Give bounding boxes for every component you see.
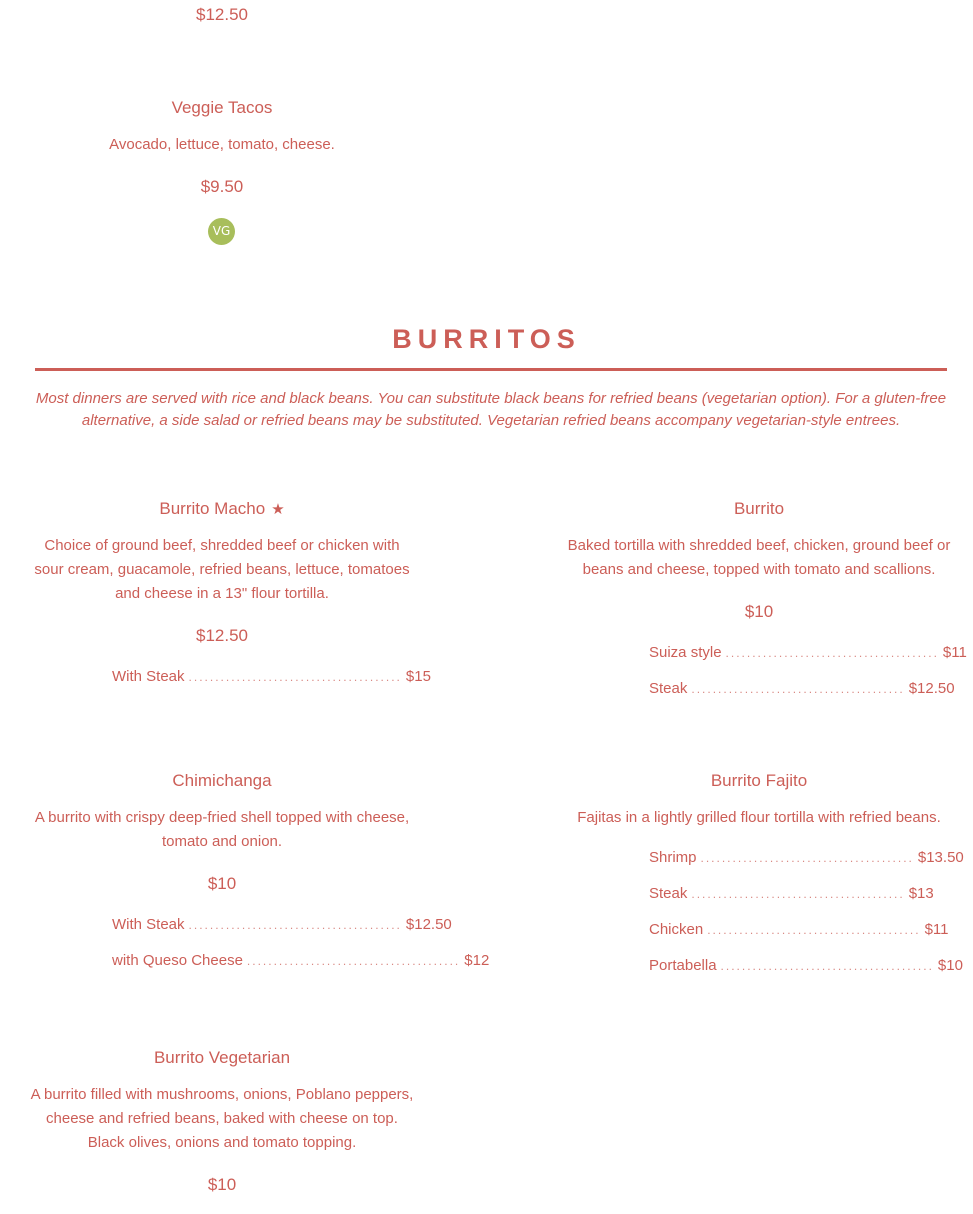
desc-line: Black olives, onions and tomato topping.: [87, 1134, 357, 1151]
veggie-tacos-price: $9.50: [200, 177, 244, 196]
option-row: [112, 952, 490, 969]
burrito-price: $10: [744, 602, 774, 621]
chimichanga-desc: [22, 806, 422, 854]
burrito-fajito-title: Burrito Fajito: [710, 771, 808, 790]
previous-item-price: $12.50: [196, 5, 248, 24]
option-price: $11: [942, 644, 967, 661]
desc-line: Baked tortilla with shredded beef, chicken, ground beef or: [567, 537, 951, 554]
star-icon: ★: [271, 501, 285, 518]
option-label: With Steak: [112, 916, 185, 933]
chimichanga-price: $10: [207, 874, 237, 893]
option-label: with Queso Cheese: [112, 952, 243, 969]
vegan-badge-icon: VG: [208, 218, 235, 245]
option-price: $13: [908, 885, 934, 902]
section-note: [35, 388, 947, 432]
section-title: BURRITOS: [392, 324, 581, 354]
burrito-macho-price: $12.50: [196, 626, 248, 645]
desc-line: A burrito with crispy deep-fried shell topped with cheese,: [34, 809, 410, 826]
option-label: Steak: [649, 885, 688, 902]
option-row: [649, 885, 934, 902]
burrito-macho-desc: [22, 534, 422, 606]
option-price: $11: [924, 921, 949, 938]
option-price: $12: [464, 952, 490, 969]
dot-leader: ........................................: [188, 918, 402, 932]
section-divider: [35, 368, 947, 371]
option-price: $10: [937, 957, 963, 974]
dot-leader: ........................................: [691, 887, 905, 901]
desc-line: tomato and onion.: [161, 833, 283, 850]
option-row: [649, 921, 949, 938]
option-price: $15: [405, 668, 431, 685]
option-label: Portabella: [649, 957, 717, 974]
option-label: Chicken: [649, 921, 704, 938]
option-row: [649, 644, 967, 661]
burrito-title: Burrito: [733, 499, 785, 518]
option-label: Suiza style: [649, 644, 722, 661]
option-label: Steak: [649, 680, 688, 697]
dot-leader: ........................................: [246, 954, 461, 968]
burrito-fajito-desc: Fajitas in a lightly grilled flour tortilla with refried beans.: [577, 809, 941, 826]
item-title-text: Burrito Macho: [159, 499, 266, 518]
veggie-tacos-desc: Avocado, lettuce, tomato, cheese.: [109, 136, 335, 153]
burrito-vegetarian-desc: [22, 1083, 422, 1155]
option-label: With Steak: [112, 668, 185, 685]
option-row: [649, 849, 964, 866]
option-label: Shrimp: [649, 849, 697, 866]
option-row: [649, 957, 963, 974]
dot-leader: ........................................: [720, 959, 934, 973]
desc-line: beans and cheese, topped with tomato and scallions.: [582, 561, 936, 578]
chimichanga-title: Chimichanga: [172, 771, 272, 790]
desc-line: Choice of ground beef, shredded beef or chicken with: [44, 537, 400, 554]
desc-line: sour cream, guacamole, refried beans, lettuce, tomatoes: [34, 561, 410, 578]
dot-leader: ........................................: [707, 923, 921, 937]
burrito-macho-title: [22, 499, 422, 519]
option-row: [112, 668, 431, 685]
desc-line: cheese and refried beans, baked with cheese on top.: [46, 1110, 398, 1127]
option-row: [649, 680, 955, 697]
dot-leader: ........................................: [188, 670, 402, 684]
burrito-vegetarian-price: $10: [207, 1175, 237, 1194]
desc-line: A burrito filled with mushrooms, onions, Poblano peppers,: [30, 1086, 414, 1103]
option-price: $12.50: [908, 680, 955, 697]
burrito-desc: [559, 534, 959, 582]
option-price: $12.50: [405, 916, 452, 933]
dot-leader: ........................................: [691, 682, 905, 696]
section-note-line: alternative, a side salad or refried beans may be substituted. Vegetarian refried beans accompany vegetarian-style entrees.: [81, 412, 901, 429]
option-row: [112, 916, 452, 933]
option-price: $13.50: [917, 849, 964, 866]
burrito-vegetarian-title: Burrito Vegetarian: [153, 1048, 291, 1067]
dot-leader: ........................................: [700, 851, 914, 865]
dot-leader: ........................................: [725, 646, 939, 660]
section-note-line: Most dinners are served with rice and black beans. You can substitute black beans for refried beans (vegetarian option). For a gluten-free: [35, 390, 947, 407]
veggie-tacos-title: Veggie Tacos: [171, 98, 273, 117]
desc-line: and cheese in a 13" flour tortilla.: [115, 585, 329, 602]
